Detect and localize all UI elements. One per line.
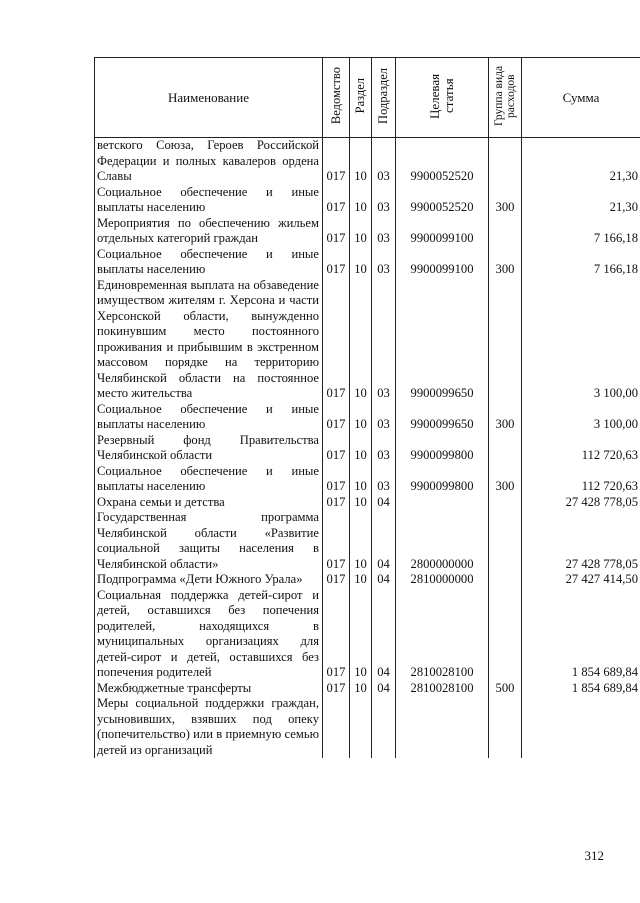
row-department: 017 [323, 464, 350, 495]
row-target-item: 9900099800 [396, 464, 489, 495]
row-amount: 7 166,18 [522, 247, 640, 278]
row-subsection: 04 [372, 572, 396, 588]
row-amount: 21,30 [522, 185, 640, 216]
table-row [95, 247, 640, 278]
row-amount [522, 696, 640, 758]
row-name: Меры социальной поддержки граждан, усыновивших, взявших под опеку (попечительство) или в приемную семью детей из организаций [95, 696, 323, 758]
table-row [95, 433, 640, 464]
table-row [95, 402, 640, 433]
row-amount: 27 428 778,05 [522, 510, 640, 572]
row-expense-group: 300 [489, 247, 522, 278]
row-subsection: 03 [372, 464, 396, 495]
table-row [95, 572, 640, 588]
table-header-row [95, 58, 640, 138]
row-name: Мероприятия по обеспечению жильем отдельных категорий граждан [95, 216, 323, 247]
row-expense-group [489, 495, 522, 511]
header-name: Наименование [95, 58, 323, 138]
row-amount: 1 854 689,84 [522, 588, 640, 681]
row-section: 10 [350, 572, 372, 588]
table-row [95, 278, 640, 402]
row-target-item: 9900099800 [396, 433, 489, 464]
row-amount: 1 854 689,84 [522, 681, 640, 697]
row-department: 017 [323, 138, 350, 185]
header-amount: Сумма [522, 58, 640, 138]
row-department: 017 [323, 247, 350, 278]
row-target-item: 2800000000 [396, 510, 489, 572]
row-target-item [396, 696, 489, 758]
row-amount: 21,30 [522, 138, 640, 185]
row-department: 017 [323, 278, 350, 402]
row-amount: 27 427 414,50 [522, 572, 640, 588]
budget-table [94, 57, 640, 758]
row-target-item: 9900099650 [396, 278, 489, 402]
row-section: 10 [350, 464, 372, 495]
row-target-item: 9900099650 [396, 402, 489, 433]
row-name: Социальная поддержка детей-сирот и детей, оставшихся без попечения родителей, находящихся в муниципальных организациях для детей-сирот и детей, оставшихся без попечения родителей [95, 588, 323, 681]
header-subsection: Подраздел [372, 58, 396, 138]
row-section: 10 [350, 138, 372, 185]
row-name: Подпрограмма «Дети Южного Урала» [95, 572, 323, 588]
header-department: Ведомство [323, 58, 350, 138]
table-row [95, 495, 640, 511]
row-name: ветского Союза, Героев Российской Федерации и полных кавалеров ордена Славы [95, 138, 323, 185]
header-expense-group: Группа вида расходов [489, 58, 522, 138]
row-department: 017 [323, 185, 350, 216]
row-amount: 7 166,18 [522, 216, 640, 247]
table-row [95, 464, 640, 495]
row-subsection: 03 [372, 278, 396, 402]
row-expense-group [489, 588, 522, 681]
row-name: Межбюджетные трансферты [95, 681, 323, 697]
row-amount: 3 100,00 [522, 402, 640, 433]
row-department: 017 [323, 510, 350, 572]
row-expense-group: 300 [489, 402, 522, 433]
row-expense-group [489, 510, 522, 572]
row-subsection: 03 [372, 138, 396, 185]
row-section: 10 [350, 681, 372, 697]
header-section: Раздел [350, 58, 372, 138]
row-expense-group [489, 433, 522, 464]
row-section: 10 [350, 216, 372, 247]
row-name: Социальное обеспечение и иные выплаты населению [95, 185, 323, 216]
row-subsection [372, 696, 396, 758]
row-name: Резервный фонд Правительства Челябинской области [95, 433, 323, 464]
row-name: Государственная программа Челябинской области «Развитие социальной защиты населения в Челябинской области» [95, 510, 323, 572]
row-subsection: 03 [372, 247, 396, 278]
row-target-item: 2810000000 [396, 572, 489, 588]
row-expense-group [489, 138, 522, 185]
row-subsection: 04 [372, 510, 396, 572]
header-target-item: Целевая статья [396, 58, 489, 138]
row-section: 10 [350, 433, 372, 464]
row-amount: 27 428 778,05 [522, 495, 640, 511]
table-row [95, 696, 640, 758]
table-row [95, 185, 640, 216]
row-subsection: 03 [372, 402, 396, 433]
row-section: 10 [350, 278, 372, 402]
row-subsection: 03 [372, 185, 396, 216]
table-row [95, 588, 640, 681]
row-amount: 112 720,63 [522, 433, 640, 464]
row-name: Социальное обеспечение и иные выплаты населению [95, 402, 323, 433]
row-expense-group: 300 [489, 185, 522, 216]
row-section: 10 [350, 402, 372, 433]
table-row [95, 138, 640, 185]
row-name: Социальное обеспечение и иные выплаты населению [95, 464, 323, 495]
row-target-item: 2810028100 [396, 588, 489, 681]
row-department: 017 [323, 495, 350, 511]
table-row [95, 510, 640, 572]
row-expense-group [489, 696, 522, 758]
row-subsection: 04 [372, 495, 396, 511]
row-department: 017 [323, 402, 350, 433]
row-target-item: 9900099100 [396, 216, 489, 247]
row-department: 017 [323, 433, 350, 464]
row-name: Единовременная выплата на обзаведение имуществом жителям г. Херсона и части Херсонской области, вынужденно покинувшим место постоянного проживания и прибывшим в экстренном массовом порядке на территорию Челябинской области на постоянное место жительства [95, 278, 323, 402]
row-amount: 112 720,63 [522, 464, 640, 495]
row-section: 10 [350, 510, 372, 572]
row-section: 10 [350, 185, 372, 216]
row-section: 10 [350, 588, 372, 681]
row-target-item: 9900052520 [396, 138, 489, 185]
row-target-item [396, 495, 489, 511]
row-department [323, 696, 350, 758]
row-expense-group [489, 216, 522, 247]
row-target-item: 9900099100 [396, 247, 489, 278]
row-expense-group [489, 572, 522, 588]
row-section: 10 [350, 495, 372, 511]
row-department: 017 [323, 681, 350, 697]
row-name: Социальное обеспечение и иные выплаты населению [95, 247, 323, 278]
row-target-item: 9900052520 [396, 185, 489, 216]
row-subsection: 04 [372, 681, 396, 697]
row-section: 10 [350, 247, 372, 278]
row-department: 017 [323, 588, 350, 681]
row-target-item: 2810028100 [396, 681, 489, 697]
row-department: 017 [323, 216, 350, 247]
row-expense-group: 500 [489, 681, 522, 697]
table-row [95, 216, 640, 247]
row-subsection: 04 [372, 588, 396, 681]
row-amount: 3 100,00 [522, 278, 640, 402]
row-expense-group: 300 [489, 464, 522, 495]
row-section [350, 696, 372, 758]
row-expense-group [489, 278, 522, 402]
row-department: 017 [323, 572, 350, 588]
row-subsection: 03 [372, 433, 396, 464]
row-subsection: 03 [372, 216, 396, 247]
page-number: 312 [584, 848, 604, 863]
table-row [95, 681, 640, 697]
row-name: Охрана семьи и детства [95, 495, 323, 511]
